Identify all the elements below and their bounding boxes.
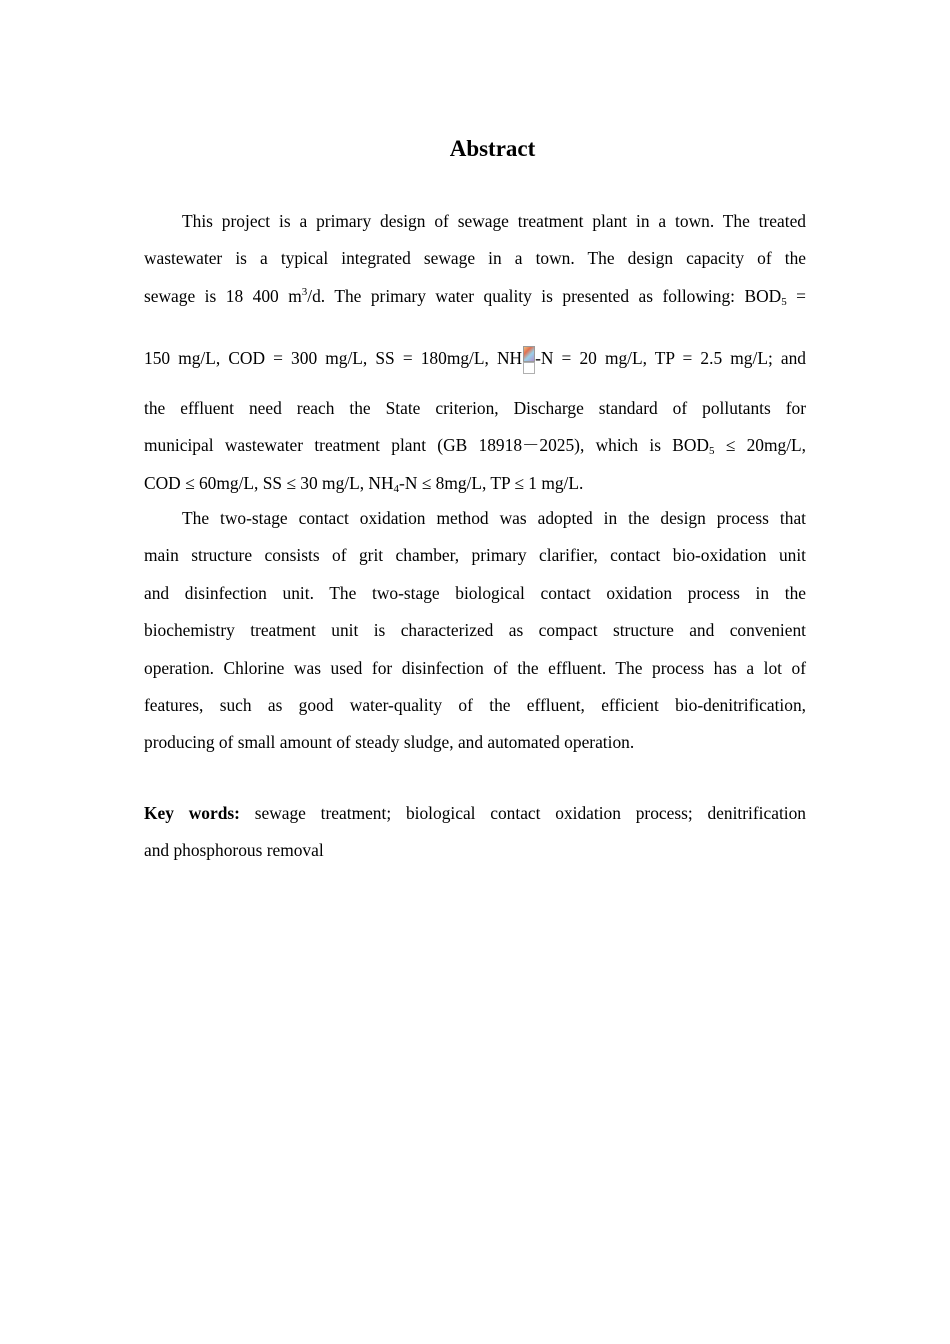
p1-line-3 (144, 278, 806, 315)
p2-line-5: operation. Chlorine was used for disinfection of the effluent. The process has a lot of (144, 657, 806, 678)
subscript-5: 5 (708, 445, 715, 458)
p1-line-3-text-c: = (786, 285, 806, 306)
p1-line-7-text-a: COD ≤ 60mg/L, SS ≤ 30 mg/L, NH (144, 472, 394, 493)
p1-line-7-text-b: -N ≤ 8mg/L, TP ≤ 1 mg/L. (399, 472, 584, 493)
p2-line-2: main structure consists of grit chamber, primary clarifier, contact bio-oxidation unit (144, 545, 806, 566)
p1-line-6-text-a: municipal wastewater treatment plant (GB 18918－2025), which is BOD (144, 435, 709, 456)
page-title: Abstract (449, 136, 536, 161)
p1-line-6 (144, 427, 806, 464)
abstract-paragraph-1-cont (144, 340, 806, 377)
subscript-4: 4 (393, 482, 400, 495)
abstract-paragraph-1-end (144, 390, 806, 502)
keywords-section (144, 795, 806, 870)
subscript-5: 5 (781, 295, 787, 308)
formula-image-placeholder (523, 362, 535, 374)
p1-line-4 (144, 340, 806, 377)
p2-line-3: and disinfection unit. The two-stage biological contact oxidation process in the (144, 582, 806, 603)
keywords-line-1 (144, 795, 806, 832)
formula-image-icon (523, 346, 535, 362)
p1-line-3-text-a: sewage is 18 400 m (144, 285, 302, 306)
p1-line-4-text-a: 150 mg/L, COD = 300 mg/L, SS = 180mg/L, NH (144, 348, 523, 368)
superscript-3: 3 (301, 285, 308, 298)
p1-line-7 (144, 465, 806, 502)
p1-line-5: the effluent need reach the State criterion, Discharge standard of pollutants for (144, 398, 806, 418)
p1-line-2: wastewater is a typical integrated sewage in a town. The design capacity of the (144, 248, 806, 269)
p2-line-1: The two-stage contact oxidation method was adopted in the design process that (182, 508, 806, 528)
p2-line-4: biochemistry treatment unit is characterized as compact structure and convenient (144, 620, 806, 641)
keywords-label: Key words: (144, 803, 240, 823)
p1-line-1: This project is a primary design of sewage treatment plant in a town. The treated (182, 211, 806, 231)
p2-line-7: producing of small amount of steady sludge, and automated operation. (144, 732, 635, 753)
abstract-paragraph-2 (144, 500, 806, 762)
abstract-paragraph-1 (144, 203, 806, 315)
p1-line-6-text-b: ≤ 20mg/L, (714, 435, 806, 456)
p1-line-4-text-b: -N = 20 mg/L, TP = 2.5 mg/L; and (535, 348, 806, 368)
embedded-formula-image (523, 346, 534, 372)
p1-line-3-text-b: /d. The primary water quality is presented as following: BOD (307, 285, 782, 306)
keywords-line-2: and phosphorous removal (144, 840, 324, 861)
p2-line-6: features, such as good water-quality of the effluent, efficient bio-denitrification, (144, 695, 806, 716)
keywords-text-1: sewage treatment; biological contact oxidation process; denitrification (239, 803, 806, 823)
